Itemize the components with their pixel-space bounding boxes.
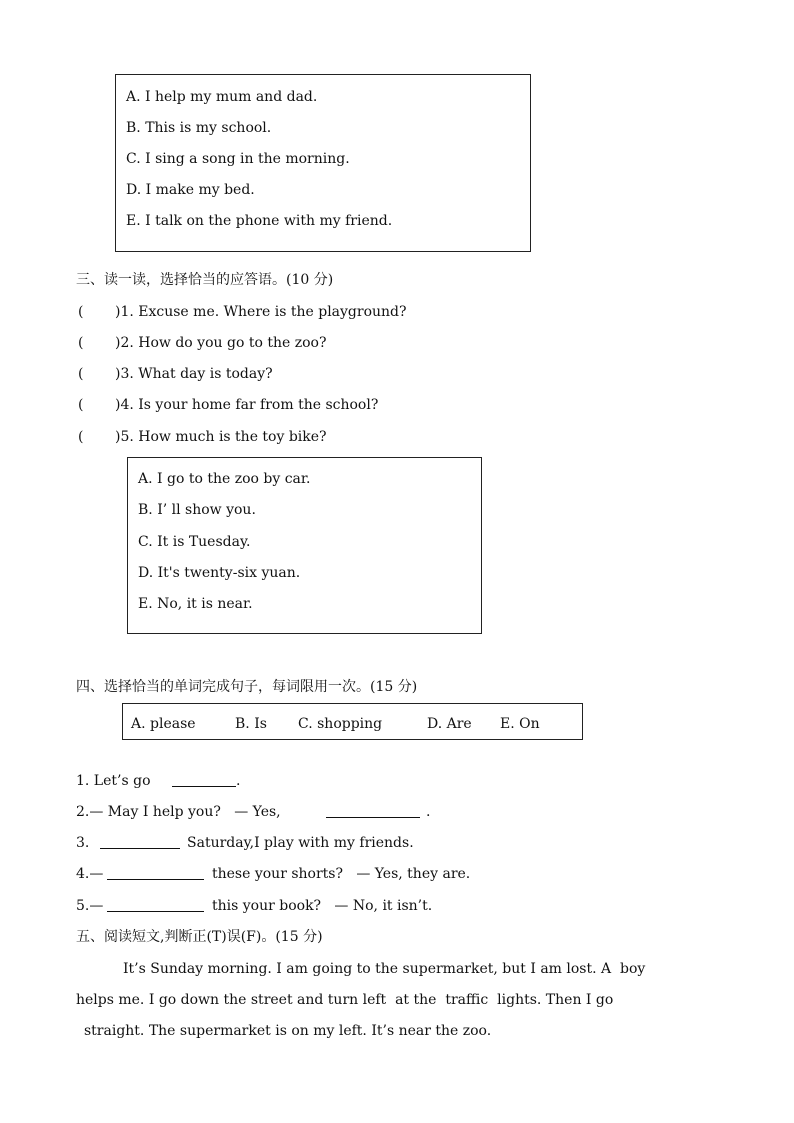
answer-option: B. I’ ll show you. (138, 502, 256, 518)
answer-paren[interactable]: ( (78, 397, 84, 413)
sentence-5-blank[interactable] (107, 897, 204, 912)
sentence-2-blank[interactable] (326, 803, 420, 818)
sentence-1-end: . (236, 773, 241, 789)
sentence-5-number: 5.— (76, 898, 104, 914)
question-line: )5. How much is the toy bike? (115, 429, 327, 445)
answer-paren[interactable]: ( (78, 429, 84, 445)
answer-option: C. It is Tuesday. (138, 534, 251, 550)
passage-line-1: It’s Sunday morning. I am going to the supermarket, but I am lost. A boy (123, 961, 646, 977)
sentence-4-number: 4.— (76, 866, 104, 882)
question-line: )3. What day is today? (115, 366, 273, 382)
option-line: A. I help my mum and dad. (126, 89, 318, 105)
sentence-4-text: these your shorts? — Yes, they are. (212, 866, 471, 882)
word-bank-item: D. Are (427, 716, 472, 732)
question-line: )1. Excuse me. Where is the playground? (115, 304, 407, 320)
answer-paren[interactable]: ( (78, 335, 84, 351)
sentence-3-blank[interactable] (100, 834, 180, 849)
passage-line-2: helps me. I go down the street and turn left at the traffic lights. Then I go (76, 992, 614, 1008)
option-line: B. This is my school. (126, 120, 272, 136)
passage-line-3: straight. The supermarket is on my left. It’s near the zoo. (84, 1023, 492, 1039)
word-bank-item: C. shopping (298, 716, 383, 732)
answer-paren[interactable]: ( (78, 304, 84, 320)
section-5-heading: 五、阅读短文,判断正(T)误(F)。(15 分) (76, 929, 323, 945)
word-bank-item: A. please (131, 716, 196, 732)
question-line: )2. How do you go to the zoo? (115, 335, 327, 351)
answer-option: E. No, it is near. (138, 596, 253, 612)
sentence-3-text: Saturday,I play with my friends. (187, 835, 414, 851)
option-line: E. I talk on the phone with my friend. (126, 213, 393, 229)
sentence-1-blank[interactable] (172, 772, 236, 787)
option-line: D. I make my bed. (126, 182, 255, 198)
word-bank-item: B. Is (235, 716, 267, 732)
word-bank-item: E. On (500, 716, 540, 732)
answer-option: D. It's twenty-six yuan. (138, 565, 301, 581)
sentence-2-end: . (426, 804, 431, 820)
sentence-5-text: this your book? — No, it isn’t. (212, 898, 433, 914)
sentence-4-blank[interactable] (107, 865, 204, 880)
answer-option: A. I go to the zoo by car. (138, 471, 311, 487)
section-3-heading: 三、读一读，选择恰当的应答语。(10 分) (76, 272, 334, 288)
sentence-2-text: 2.— May I help you? — Yes, (76, 804, 281, 820)
sentence-3-number: 3. (76, 835, 90, 851)
section-4-heading: 四、选择恰当的单词完成句子，每词限用一次。(15 分) (76, 679, 418, 695)
sentence-1-text: 1. Let’s go (76, 773, 151, 789)
answer-paren[interactable]: ( (78, 366, 84, 382)
question-line: )4. Is your home far from the school? (115, 397, 379, 413)
option-line: C. I sing a song in the morning. (126, 151, 350, 167)
